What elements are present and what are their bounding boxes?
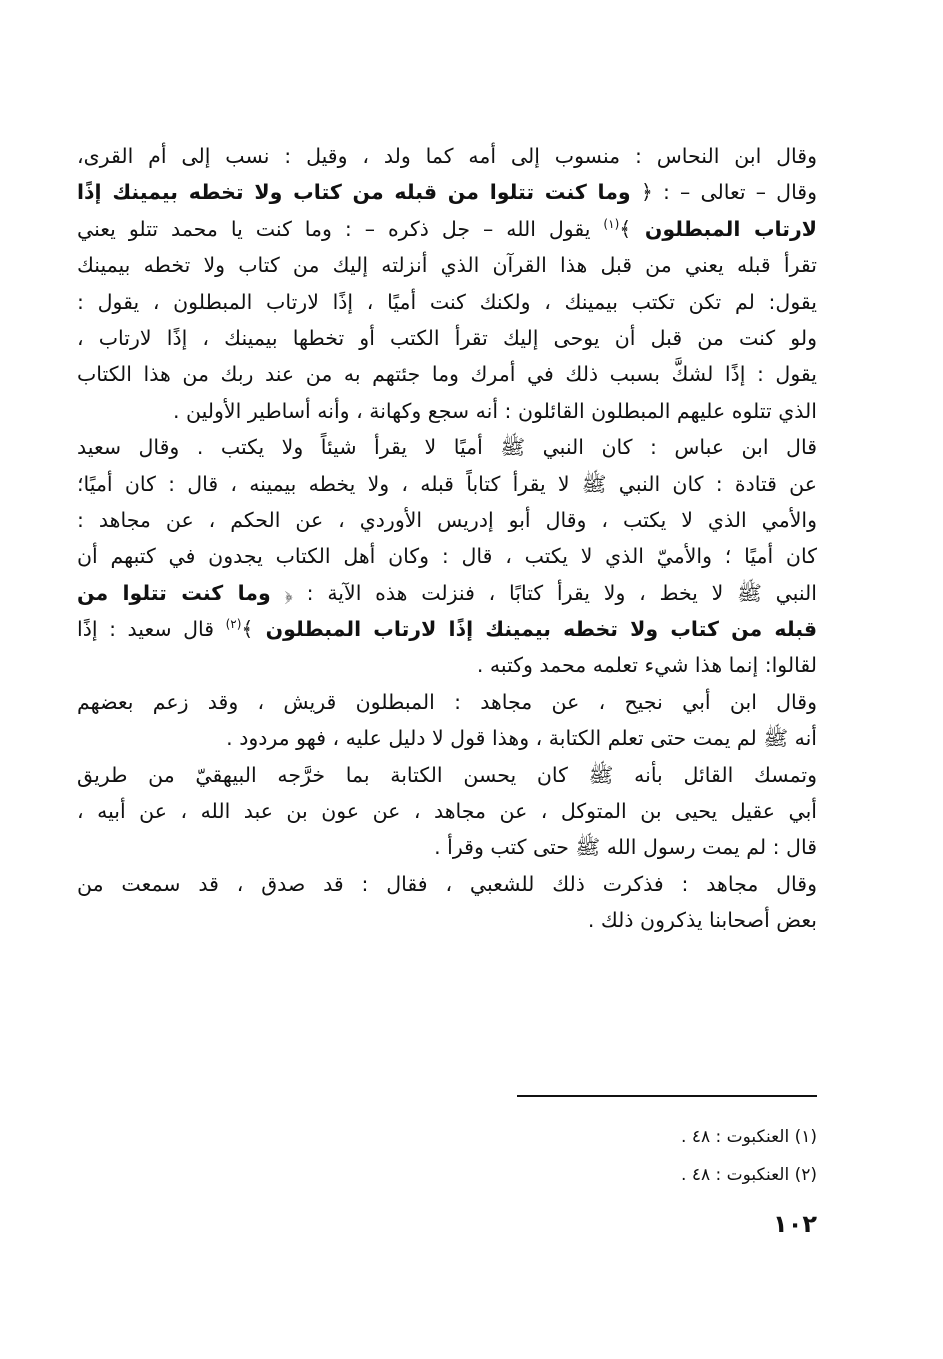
footnote-ref-2[interactable]: (٢) [225, 617, 242, 632]
text-line-22: بعض أصحابنا يذكرون ذلك . [587, 908, 817, 933]
quran-verse-part-2: لارتاب المبطلون [631, 216, 817, 241]
text-line-6: ولو كنت من قبل أن يوحى إليك تقرأ الكتب أو تخطها بيمينك ، إذًا لارتاب ، [77, 325, 817, 350]
quran-bracket-close-2: ﴾ [241, 617, 254, 642]
quran-bracket-close: ﴾ [619, 216, 632, 241]
text-line-21: وقال مجاهد : فذكرت ذلك للشعبي ، فقال : قد صدق ، قد سمعت من [77, 871, 817, 896]
text-line-4: تقرأ قبله يعني من قبل هذا القرآن الذي أنزلته إليك من كتاب ولا تخطه بيمينك [77, 253, 817, 278]
text-line-3-plain: يقول الله – جل ذكره – : وما كنت يا محمد تتلو يعني [77, 216, 604, 241]
text-line-3 [77, 211, 817, 247]
footnote-ref-1[interactable]: (١) [603, 216, 620, 231]
text-line-2 [77, 174, 817, 210]
text-line-14-plain: قال سعيد : إذًا [77, 617, 226, 642]
text-line-12: كان أميًا ؛ والأميّ الذي لا يكتب ، قال : وكان أهل الكتاب يجدون في كتبهم أن [77, 544, 817, 569]
text-line-14 [77, 611, 817, 647]
page-number: ١٠٢ [773, 1210, 817, 1238]
text-line-15: لقالوا: إنما هذا شيء تعلمه محمد وكتبه . [476, 653, 817, 678]
text-line-7: يقول : إذًا لشكَّ بسبب ذلك في أمرك وما جئتهم به من عند ربك من هذا الكتاب [77, 362, 817, 387]
quran-verse-part-1: وما كنت تتلوا من قبله من كتاب ولا تخطه بيمينك إذًا [77, 180, 631, 205]
footnotes [417, 1118, 817, 1194]
text-line-8: الذي تتلوه عليهم المبطلون القائلون : أنه سجع وكهانة ، وأنه أساطير الأولين . [172, 398, 817, 423]
text-line-5: يقول: لم تكن تكتب بيمينك ، ولكنك كنت أميًا ، إذًا لارتاب المبطلون ، يقول : [77, 289, 817, 314]
text-line-2-plain: وقال – تعالى – : ﴿ [630, 180, 817, 205]
text-line-20: قال : لم يمت رسول الله ﷺ حتى كتب وقرأ . [434, 835, 817, 860]
text-line-13 [77, 575, 817, 611]
text-line-16: وقال ابن أبي نجيح ، عن مجاهد : المبطلون قريش ، وقد زعم بعضهم [77, 689, 817, 714]
text-line-10: عن قتادة : كان النبي ﷺ لا يقرأ كتاباً قبله ، ولا يخطه بيمينه ، قال : كان أميًا؛ [77, 471, 817, 496]
text-line-19: أبي عقيل يحيى بن المتوكل ، عن مجاهد ، عن عون بن عبد الله ، عن أبيه ، [77, 799, 817, 824]
quran-verse-part-3: وما كنت تتلوا من [77, 580, 271, 605]
footnote-1: (١) العنكبوت : ٤٨ . [681, 1127, 817, 1147]
footnote-divider [517, 1095, 817, 1097]
quran-verse-part-4: قبله من كتاب ولا تخطه بيمينك إذًا لارتاب المبطلون [253, 617, 817, 642]
text-line-11: والأمي الذي لا يكتب ، وقال أبو إدريس الأوردي ، عن الحكم ، عن مجاهد : [77, 507, 817, 532]
text-line-18: وتمسك القائل بأنه ﷺ كان يحسن الكتابة بما خرَّجه البيهقيّ من طريق [77, 762, 817, 787]
text-line-17: أنه ﷺ لم يمت حتى تعلم الكتابة ، وهذا قول لا دليل عليه ، فهو مردود . [226, 726, 817, 751]
main-text [77, 138, 817, 939]
text-line-13-plain: النبي ﷺ لا يخط ، ولا يقرأ كتابًا ، فنزلت هذه الآية : ﴿ [270, 580, 817, 605]
text-line-1: وقال ابن النحاس : منسوب إلى أمه كما ولد ، وقيل : نسب إلى أم القرى، [77, 144, 817, 168]
footnote-2: (٢) العنكبوت : ٤٨ . [681, 1165, 817, 1185]
text-line-9: قال ابن عباس : كان النبي ﷺ أميًا لا يقرأ شيئاً ولا يكتب . وقال سعيد [77, 435, 817, 460]
